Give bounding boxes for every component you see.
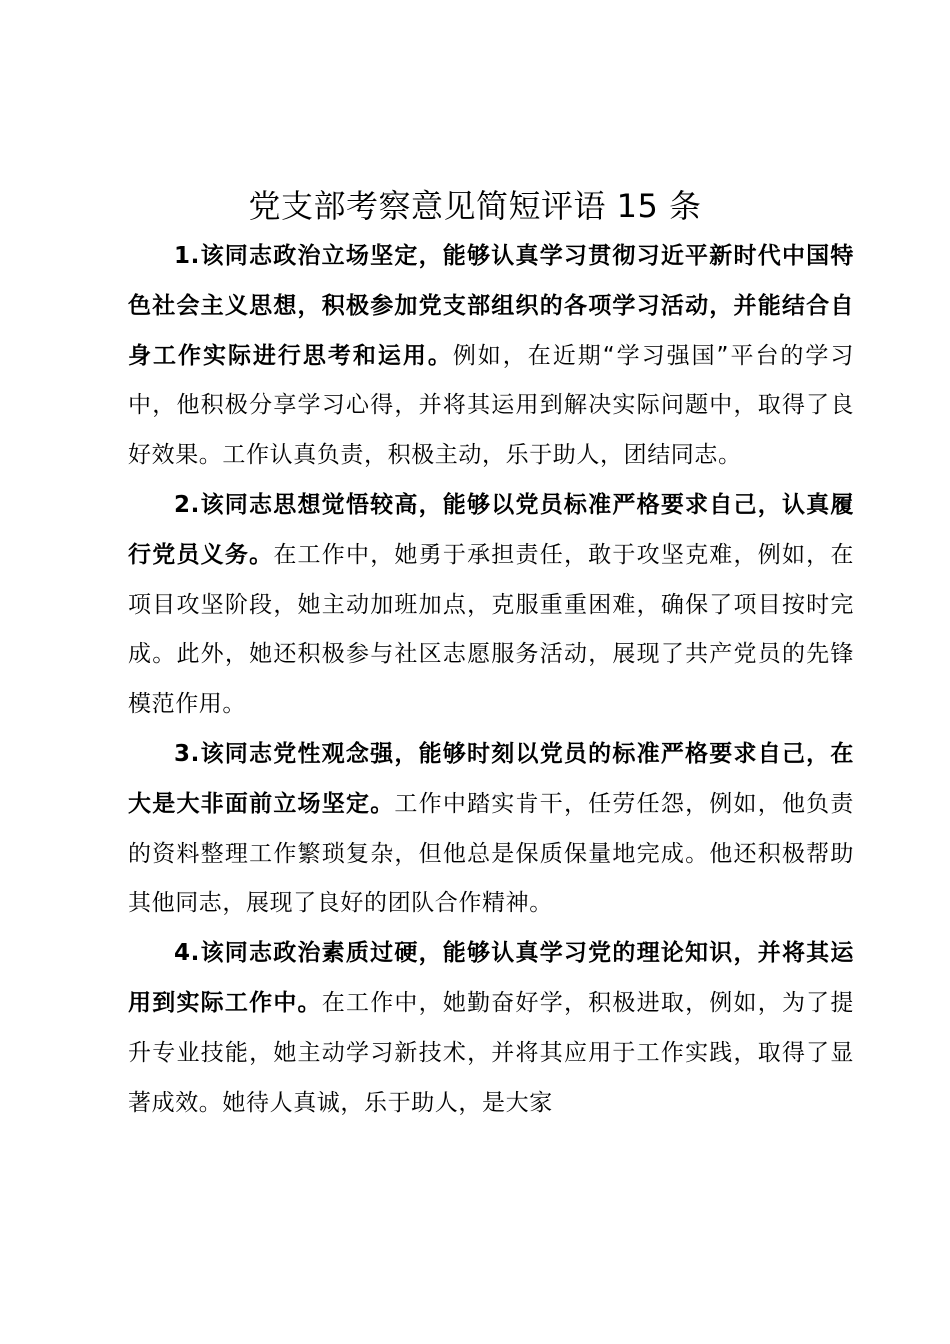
paragraph-2-lead: 2.该同志思想觉悟较高，能够以党员标准严格要求自己，认真履行党员义务。	[128, 491, 854, 568]
paragraph-4-text: 在工作中，她勤奋好学，积极进取，例如，为了提升专业技能，她主动学习新技术，并将其应用于工作实践，取得了显著成效。她待人真诚，乐于助人，是大家	[128, 989, 854, 1116]
document-body	[128, 232, 854, 1128]
paragraph-3	[128, 730, 854, 929]
paragraph-4-lead: 4.该同志政治素质过硬，能够认真学习党的理论知识，并将其运用到实际工作中。	[128, 940, 854, 1016]
paragraph-1-lead: 1.该同志政治立场坚定，能够认真学习贯彻习近平新时代中国特色社会主义思想，积极参加党支部组织的各项学习活动，并能结合自身工作实际进行思考和运用。	[128, 243, 854, 369]
paragraph-3-lead: 3.该同志党性观念强，能够时刻以党员的标准严格要求自己，在大是大非面前立场坚定。	[128, 740, 854, 817]
paragraph-2-text: 在工作中，她勇于承担责任，敢于攻坚克难，例如，在项目攻坚阶段，她主动加班加点，克服重重困难，确保了项目按时完成。此外，她还积极参与社区志愿服务活动，展现了共产党员的先锋模范作用。	[128, 541, 854, 718]
paragraph-3-text: 工作中踏实肯干，任劳任怨，例如，他负责的资料整理工作繁琐复杂，但他总是保质保量地完成。他还积极帮助其他同志，展现了良好的团队合作精神。	[128, 790, 854, 917]
paragraph-1-text: 例如，在近期“学习强国”平台的学习中，他积极分享学习心得，并将其运用到解决实际问题中，取得了良好效果。工作认真负责，积极主动，乐于助人，团结同志。	[128, 342, 854, 469]
document-title: 党支部考察意见简短评语 15 条	[248, 187, 702, 225]
paragraph-1	[128, 232, 854, 481]
paragraph-4	[128, 929, 854, 1128]
paragraph-2	[128, 481, 854, 730]
